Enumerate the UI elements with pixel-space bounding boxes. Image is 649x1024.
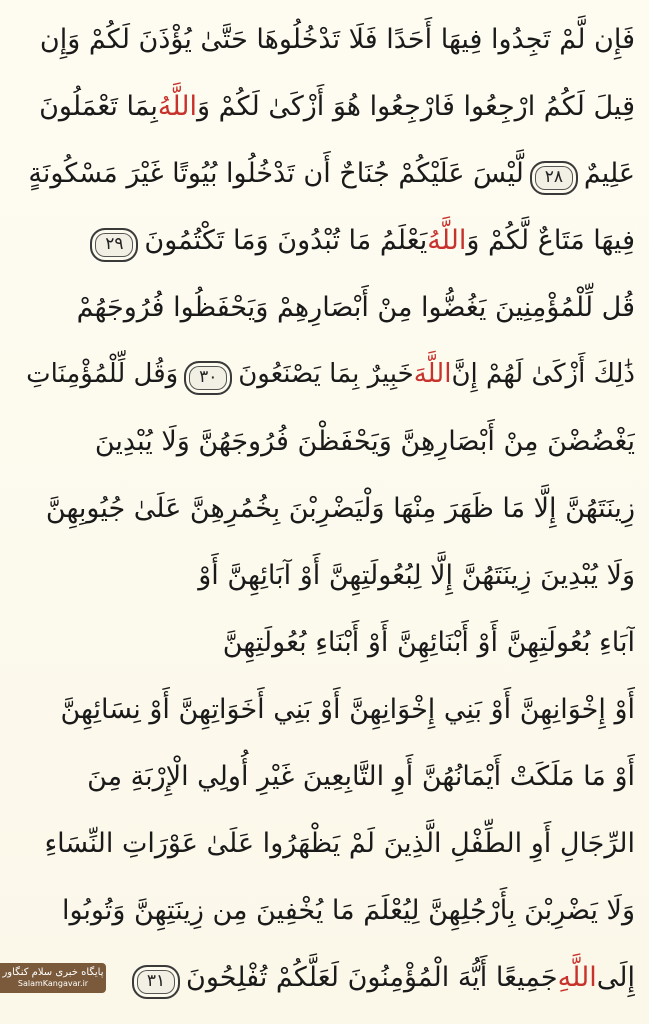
verse-text: لَّيْسَ عَلَيْكُمْ جُنَاحٌ أَن تَدْخُلُوا بُيُوتًا غَيْرَ مَسْكُونَةٍ xyxy=(28,158,524,189)
verse-text: وَقُل لِّلْمُؤْمِنَاتِ xyxy=(26,359,179,389)
divine-name: اللَّهَ xyxy=(413,359,452,389)
verse-text: خَبِيرٌ بِمَا يَصْنَعُونَ xyxy=(238,359,414,389)
verse-text: آبَاءِ بُعُولَتِهِنَّ أَوْ أَبْنَائِهِنَّ أَوْ أَبْنَاءِ بُعُولَتِهِنَّ xyxy=(222,627,635,658)
verse-text: ذَٰلِكَ أَزْكَىٰ لَهُمْ إِنَّ xyxy=(451,359,635,389)
verse-line xyxy=(14,676,635,743)
verse-line xyxy=(14,73,635,140)
verse-line xyxy=(14,944,635,1011)
verse-line xyxy=(14,408,635,475)
verse-text: الرِّجَالِ أَوِ الطِّفْلِ الَّذِينَ لَمْ يَظْهَرُوا عَلَىٰ عَوْرَاتِ النِّسَاءِ xyxy=(44,828,635,859)
ayah-number-marker: ٢٨ xyxy=(530,161,578,195)
verse-text: فِيهَا مَتَاعٌ لَّكُمْ وَ xyxy=(466,225,635,256)
verse-lines xyxy=(14,6,635,1011)
verse-text: جَمِيعًا أَيُّهَ الْمُؤْمِنُونَ لَعَلَّكُمْ تُفْلِحُونَ xyxy=(186,962,558,993)
site-watermark[interactable] xyxy=(0,963,106,993)
divine-name: اللَّهِ xyxy=(557,962,597,993)
verse-line xyxy=(14,810,635,877)
verse-line xyxy=(14,6,635,73)
verse-text: يَغْضُضْنَ مِنْ أَبْصَارِهِنَّ وَيَحْفَظْنَ فُرُوجَهُنَّ وَلَا يُبْدِينَ xyxy=(94,426,635,457)
verse-text: زِينَتَهُنَّ إِلَّا مَا ظَهَرَ مِنْهَا وَلْيَضْرِبْنَ بِخُمُرِهِنَّ عَلَىٰ جُيُوبِهِنَّ xyxy=(45,493,635,524)
verse-text: بِمَا تَعْمَلُونَ xyxy=(39,91,158,122)
verse-text: وَلَا يُبْدِينَ زِينَتَهُنَّ إِلَّا لِبُعُولَتِهِنَّ أَوْ آبَائِهِنَّ أَوْ xyxy=(198,560,635,591)
verse-line xyxy=(14,609,635,676)
watermark-url: SalamKangavar.ir xyxy=(17,979,89,988)
watermark-title: پایگاه خبری سلام کنگاور xyxy=(2,967,104,978)
verse-line xyxy=(14,274,635,341)
verse-text: قِيلَ لَكُمُ ارْجِعُوا فَارْجِعُوا هُوَ أَزْكَىٰ لَكُمْ وَ xyxy=(197,91,635,122)
ayah-number-marker: ٣٠ xyxy=(184,361,232,395)
divine-name: اللَّهُ xyxy=(427,225,467,256)
verse-line xyxy=(14,743,635,810)
verse-text: فَإِن لَّمْ تَجِدُوا فِيهَا أَحَدًا فَلَا تَدْخُلُوهَا حَتَّىٰ يُؤْذَنَ لَكُمْ وَإِن xyxy=(39,24,635,55)
verse-line xyxy=(14,341,635,408)
verse-text: قُل لِّلْمُؤْمِنِينَ يَغُضُّوا مِنْ أَبْصَارِهِمْ وَيَحْفَظُوا فُرُوجَهُمْ xyxy=(76,292,635,323)
ayah-number-marker: ٣١ xyxy=(132,965,180,999)
divine-name: اللَّهُ xyxy=(157,91,198,122)
verse-line xyxy=(14,475,635,542)
verse-line xyxy=(14,877,635,944)
verse-text: أَوْ إِخْوَانِهِنَّ أَوْ بَنِي إِخْوَانِهِنَّ أَوْ بَنِي أَخَوَاتِهِنَّ أَوْ نِسَائِهِنَّ xyxy=(60,694,635,725)
verse-text: وَلَا يَضْرِبْنَ بِأَرْجُلِهِنَّ لِيُعْلَمَ مَا يُخْفِينَ مِن زِينَتِهِنَّ وَتُوبُوا xyxy=(61,895,635,926)
verse-text: أَوْ مَا مَلَكَتْ أَيْمَانُهُنَّ أَوِ التَّابِعِينَ غَيْرِ أُولِي الْإِرْبَةِ مِنَ xyxy=(87,761,635,792)
verse-text: يَعْلَمُ مَا تُبْدُونَ وَمَا تَكْتُمُونَ xyxy=(144,225,428,256)
verse-line xyxy=(14,207,635,274)
verse-line xyxy=(14,542,635,609)
verse-text: عَلِيمٌ xyxy=(583,158,635,189)
ayah-number-marker: ٢٩ xyxy=(90,228,138,262)
verse-line xyxy=(14,140,635,207)
verse-text: إِلَى xyxy=(596,962,635,993)
